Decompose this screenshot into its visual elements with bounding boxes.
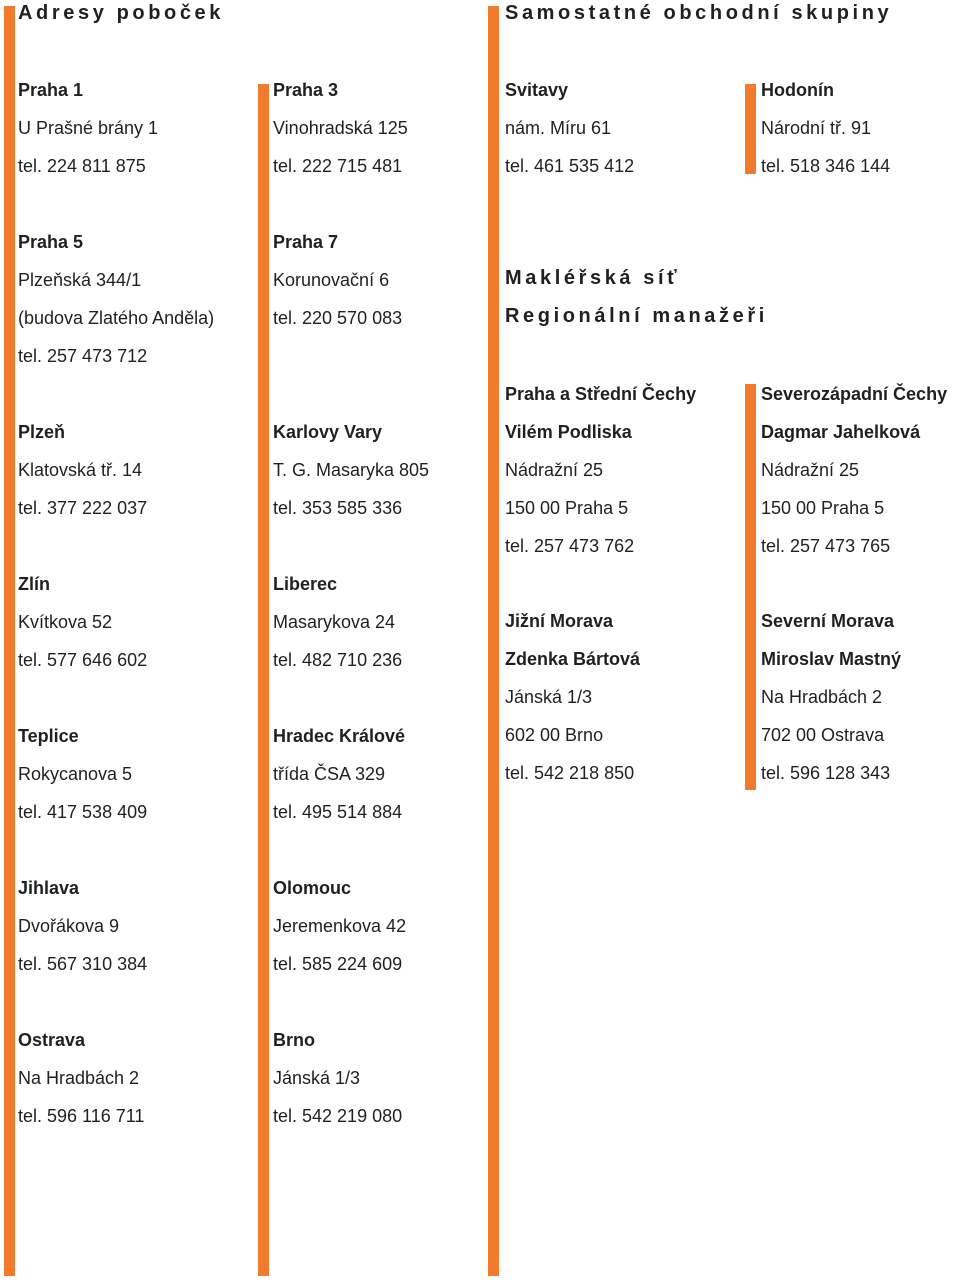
branch-entry xyxy=(18,869,258,983)
manager-entry xyxy=(505,602,745,792)
branch-address: Plzeňská 344/1 xyxy=(18,270,142,290)
branch-city: Olomouc xyxy=(273,878,352,898)
manager-entry xyxy=(505,375,745,565)
group-address: nám. Míru 61 xyxy=(505,118,612,138)
branch-entry xyxy=(273,223,513,337)
branch-phone: tel. 224 811 875 xyxy=(18,156,146,176)
group-entry xyxy=(761,71,960,185)
branch-address: třída ČSA 329 xyxy=(273,764,386,784)
group-phone: tel. 461 535 412 xyxy=(505,156,635,176)
branch-city: Karlovy Vary xyxy=(273,422,383,442)
branch-phone: tel. 417 538 409 xyxy=(18,802,148,822)
manager-entry xyxy=(761,602,960,792)
branch-address: Masarykova 24 xyxy=(273,612,396,632)
group-entry xyxy=(505,71,745,185)
manager-name: Miroslav Mastný xyxy=(761,649,902,669)
groups-heading: Samostatné obchodní skupiny xyxy=(505,2,893,24)
manager-postcode: 602 00 Brno xyxy=(505,725,604,745)
branch-city: Hradec Králové xyxy=(273,726,406,746)
branch-phone: tel. 482 710 236 xyxy=(273,650,403,670)
branch-entry xyxy=(18,717,258,831)
accent-bar-col4-bottom xyxy=(745,384,756,790)
branch-address: T. G. Masaryka 805 xyxy=(273,460,430,480)
manager-postcode: 150 00 Praha 5 xyxy=(761,498,885,518)
branch-address: U Prašné brány 1 xyxy=(18,118,159,138)
manager-postcode: 150 00 Praha 5 xyxy=(505,498,629,518)
branch-address: Korunovační 6 xyxy=(273,270,390,290)
manager-region: Praha a Střední Čechy xyxy=(505,384,697,404)
branch-address: Klatovská tř. 14 xyxy=(18,460,143,480)
manager-phone: tel. 257 473 762 xyxy=(505,536,635,556)
manager-name: Vilém Podliska xyxy=(505,422,632,442)
manager-address: Nádražní 25 xyxy=(761,460,860,480)
manager-region: Severní Morava xyxy=(761,611,895,631)
branch-phone: tel. 567 310 384 xyxy=(18,954,148,974)
manager-name: Dagmar Jahelková xyxy=(761,422,921,442)
manager-phone: tel. 257 473 765 xyxy=(761,536,891,556)
branch-city: Praha 3 xyxy=(273,80,339,100)
group-phone: tel. 518 346 144 xyxy=(761,156,891,176)
manager-address: Jánská 1/3 xyxy=(505,687,593,707)
branch-phone: tel. 257 473 712 xyxy=(18,346,148,366)
manager-postcode: 702 00 Ostrava xyxy=(761,725,885,745)
branch-entry xyxy=(273,71,513,185)
manager-phone: tel. 542 218 850 xyxy=(505,763,635,783)
branch-entry xyxy=(18,71,258,185)
branch-phone: tel. 577 646 602 xyxy=(18,650,148,670)
branch-city: Zlín xyxy=(18,574,50,594)
manager-phone: tel. 596 128 343 xyxy=(761,763,891,783)
manager-address: Nádražní 25 xyxy=(505,460,604,480)
branch-address: Rokycanova 5 xyxy=(18,764,133,784)
branch-city: Plzeň xyxy=(18,422,66,442)
branch-entry xyxy=(18,1021,258,1135)
branch-address: Jánská 1/3 xyxy=(273,1068,361,1088)
branch-entry xyxy=(273,717,513,831)
branch-city: Brno xyxy=(273,1030,315,1050)
branch-entry xyxy=(273,565,513,679)
branch-phone: tel. 495 514 884 xyxy=(273,802,403,822)
branch-entry xyxy=(273,869,513,983)
branch-city: Praha 1 xyxy=(18,80,84,100)
accent-bar-left xyxy=(4,6,15,1276)
branch-city: Praha 7 xyxy=(273,232,339,252)
regional-managers-heading: Regionální manažeři xyxy=(505,305,768,327)
branch-address: Na Hradbách 2 xyxy=(18,1068,140,1088)
branch-address: Jeremenkova 42 xyxy=(273,916,407,936)
branch-city: Ostrava xyxy=(18,1030,86,1050)
branch-phone: tel. 542 219 080 xyxy=(273,1106,403,1126)
branch-entry xyxy=(18,223,258,375)
accent-bar-col4-top xyxy=(745,84,756,174)
manager-region: Jižní Morava xyxy=(505,611,614,631)
manager-name: Zdenka Bártová xyxy=(505,649,641,669)
branch-phone: tel. 596 116 711 xyxy=(18,1106,145,1126)
branch-city: Praha 5 xyxy=(18,232,84,252)
group-city: Hodonín xyxy=(761,80,834,100)
branch-phone: tel. 353 585 336 xyxy=(273,498,403,518)
branches-heading: Adresy poboček xyxy=(18,2,225,24)
group-address: Národní tř. 91 xyxy=(761,118,872,138)
manager-region: Severozápadní Čechy xyxy=(761,384,948,404)
branch-entry xyxy=(273,1021,513,1135)
branch-phone: tel. 377 222 037 xyxy=(18,498,148,518)
manager-entry xyxy=(761,375,960,565)
branch-phone: tel. 222 715 481 xyxy=(273,156,403,176)
branch-address: Vinohradská 125 xyxy=(273,118,408,138)
branch-address: Kvítkova 52 xyxy=(18,612,113,632)
branch-city: Jihlava xyxy=(18,878,80,898)
branch-entry xyxy=(18,565,258,679)
manager-address: Na Hradbách 2 xyxy=(761,687,883,707)
branch-city: Teplice xyxy=(18,726,79,746)
group-city: Svitavy xyxy=(505,80,569,100)
branch-entry xyxy=(18,413,258,527)
branch-address-note: (budova Zlatého Anděla) xyxy=(18,308,215,328)
branch-entry xyxy=(273,413,513,527)
branch-address: Dvořákova 9 xyxy=(18,916,120,936)
branch-phone: tel. 220 570 083 xyxy=(273,308,403,328)
branch-city: Liberec xyxy=(273,574,338,594)
branch-phone: tel. 585 224 609 xyxy=(273,954,403,974)
brokers-heading: Makléřská síť xyxy=(505,267,681,289)
accent-bar-col2 xyxy=(258,84,269,1276)
